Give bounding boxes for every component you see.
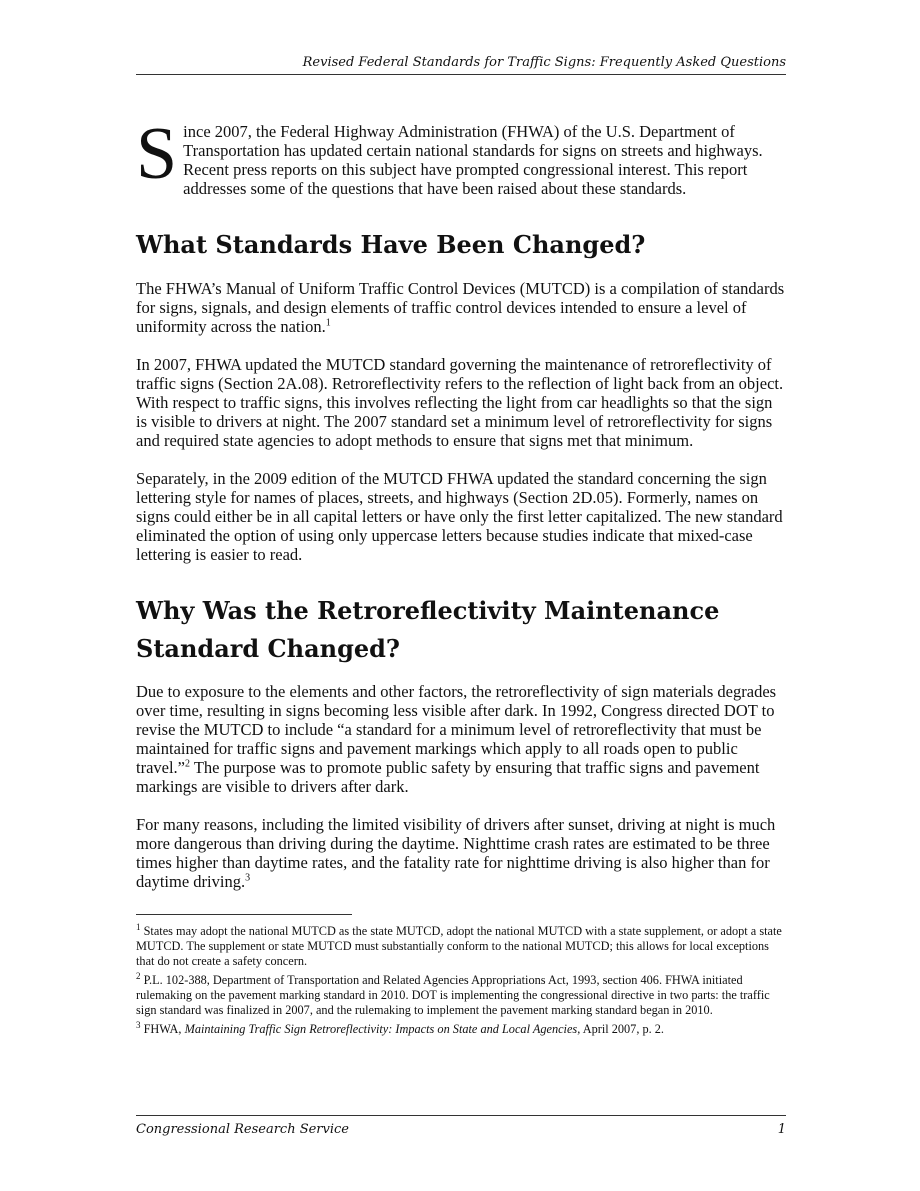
footer-publisher: Congressional Research Service	[136, 1122, 350, 1137]
footnote	[136, 921, 786, 969]
footnote-ref: 1	[325, 317, 331, 329]
section-heading-why-changed	[136, 592, 786, 668]
footnote-number: 2	[136, 970, 141, 981]
footnote-divider	[136, 914, 352, 915]
intro-paragraph	[136, 113, 786, 198]
paragraph-text: For many reasons, including the limited visibility of drivers after sunset, driving at night is much more dangerous than driving during the daytime. Nighttime crash rates are estimated to be three times higher than daytime rates, and the fatality rate for nighttime driving is also higher than for daytime driving.	[136, 815, 776, 891]
footnote-text: , April 2007, p. 2.	[577, 1022, 664, 1036]
paragraph-text: Due to exposure to the elements and other factors, the retroreflectivity of sign materials degrades over time, resulting in signs becoming less visible after dark. In 1992, Congress directed DOT to revise the MUTCD to include “a standard for a minimum level of retroreflectivity that must be maintained for traffic signs and pavement markings which apply to all roads open to public travel.”	[136, 682, 777, 777]
footnote-ref: 2	[185, 758, 191, 770]
drop-cap: S	[136, 113, 178, 195]
paragraph-text: The FHWA’s Manual of Uniform Traffic Control Devices (MUTCD) is a compilation of standards for signs, signals, and design elements of traffic control devices intended to ensure a level of uniformity across the nation.	[136, 279, 785, 336]
paragraph	[136, 682, 786, 796]
page-number: 1	[777, 1122, 786, 1137]
footnotes	[136, 921, 786, 1041]
footnote-ref: 3	[245, 872, 251, 884]
paragraph: Separately, in the 2009 edition of the MUTCD FHWA updated the standard concerning the sign lettering style for names of places, streets, and highways (Section 2D.05). Formerly, names on signs could either be in all capital letters or have only the first letter capitalized. The new standard eliminated the option of using only uppercase letters because studies indicate that mixed-case lettering is easier to read.	[136, 469, 783, 564]
footnote-number: 1	[136, 921, 141, 932]
footer-divider	[136, 1115, 786, 1116]
footnote	[136, 970, 786, 1018]
header-divider	[136, 74, 786, 75]
running-header: Revised Federal Standards for Traffic Signs: Frequently Asked Questions	[302, 55, 786, 70]
paragraph	[136, 279, 786, 336]
paragraph	[136, 815, 786, 891]
heading-line: Standard Changed?	[136, 634, 400, 663]
footnote	[136, 1019, 786, 1037]
section-heading-standards-changed: What Standards Have Been Changed?	[136, 230, 646, 259]
footnote-text: States may adopt the national MUTCD as the state MUTCD, adopt the national MUTCD with a state supplement, or adopt a state MUTCD. The supplement or state MUTCD must substantially conform to the national MUTCD; this allows for local exceptions that do not create a safety concern.	[136, 924, 782, 968]
intro-text: ince 2007, the Federal Highway Administration (FHWA) of the U.S. Department of Transportation has updated certain national standards for signs on streets and highways. Recent press reports on this subject have prompted congressional interest. This report addresses some of the questions that have been raised about these standards.	[183, 122, 763, 198]
footnote-citation-title: Maintaining Traffic Sign Retroreflectivity: Impacts on State and Local Agencies	[184, 1022, 578, 1036]
paragraph-text: The purpose was to promote public safety by ensuring that traffic signs and pavement markings are visible to drivers after dark.	[136, 758, 760, 796]
paragraph: In 2007, FHWA updated the MUTCD standard governing the maintenance of retroreflectivity of traffic signs (Section 2A.08). Retroreflectivity refers to the reflection of light back from an object. With respect to traffic signs, this involves reflecting the light from car headlights so that the sign is visible to drivers at night. The 2007 standard set a minimum level of retroreflectivity for signs and required state agencies to adopt methods to ensure that signs met that minimum.	[136, 355, 784, 450]
footnote-text: FHWA,	[140, 1022, 185, 1036]
footnote-text: P.L. 102-388, Department of Transportation and Related Agencies Appropriations Act, 1993, section 406. FHWA initiated rulemaking on the pavement marking standard in 2010. DOT is implementing the congressional directive in two parts: the traffic sign standard was finalized in 2007, and the rulemaking to implement the pavement marking standard began in 2010.	[136, 973, 770, 1017]
heading-line: Why Was the Retroreflectivity Maintenance	[136, 596, 720, 625]
footnote-number: 3	[136, 1019, 141, 1030]
